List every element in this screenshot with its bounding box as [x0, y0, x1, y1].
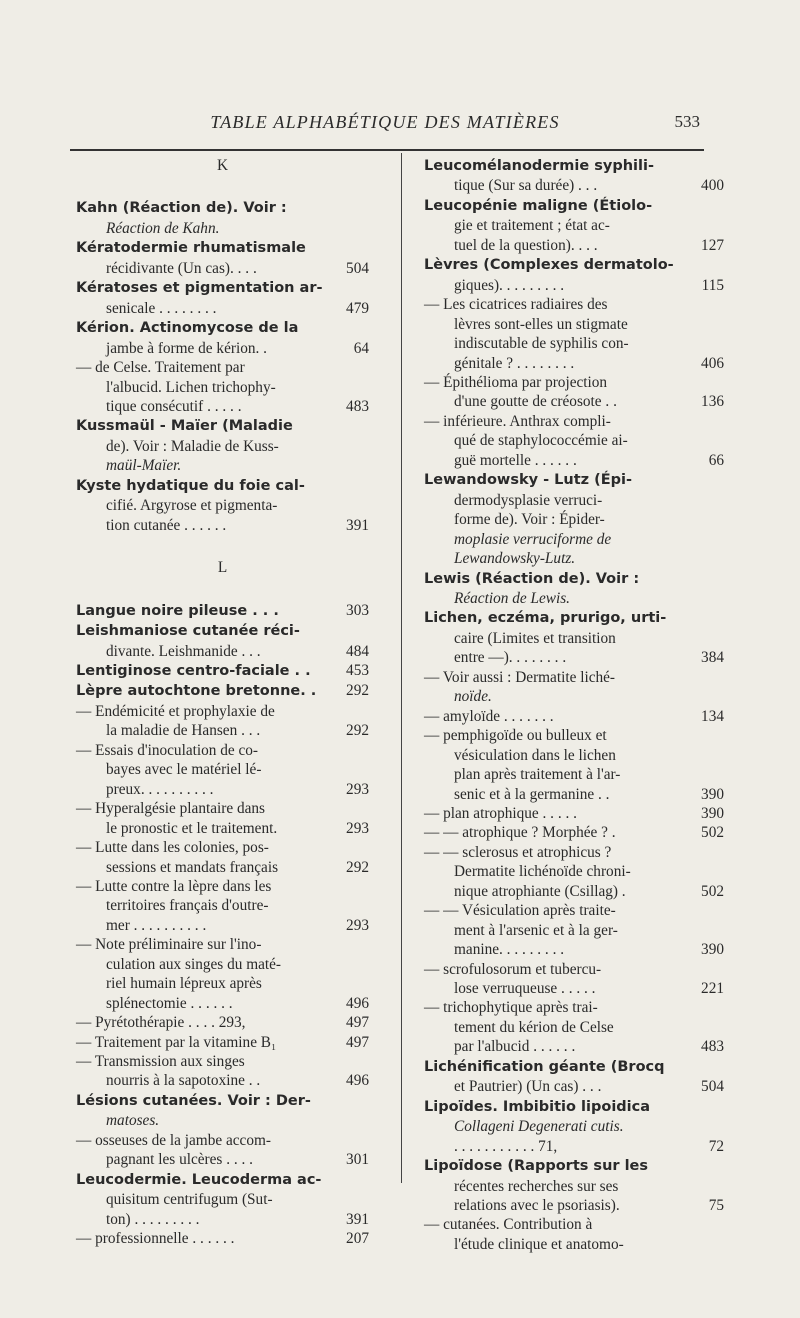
entry-text: Réaction de Lewis. — [454, 589, 570, 607]
page-ref: 496 — [346, 994, 369, 1012]
page-ref: 406 — [701, 354, 724, 372]
index-entry — [76, 1190, 369, 1209]
entry-text: maül-Maïer. — [106, 457, 182, 475]
page-ref: 292 — [346, 722, 369, 740]
index-entry — [424, 236, 724, 255]
index-entry — [424, 510, 724, 529]
page-ref: 502 — [701, 824, 724, 842]
page-ref: 504 — [346, 259, 369, 277]
entry-text: Kérion. Actinomycose de la — [76, 320, 299, 337]
entry-text: moplasie verruciforme de — [454, 530, 612, 548]
entry-text: Lèpre autochtone bretonne. . — [76, 683, 317, 700]
index-entry — [76, 1033, 369, 1052]
entry-text: quisitum centrifugum (Sut- — [106, 1191, 273, 1209]
entry-text: Lentiginose centro-faciale . . — [76, 662, 311, 679]
index-entry — [424, 960, 724, 979]
entry-text: relations avec le psoriasis). — [454, 1197, 620, 1215]
entry-text: L — [217, 559, 228, 577]
entry-text: preux. . . . . . . . . . — [106, 780, 214, 798]
index-entry — [76, 799, 369, 818]
entry-text: le pronostic et le traitement. — [106, 819, 278, 837]
entry-text: — osseuses de la jambe accom- — [76, 1131, 271, 1149]
entry-text: — inférieure. Anthrax compli- — [424, 412, 611, 430]
entry-text: Kératodermie rhumatismale — [76, 240, 306, 257]
entry-text: giques). . . . . . . . . — [454, 276, 565, 294]
entry-text: récidivante (Un cas). . . . — [106, 259, 257, 277]
index-entry — [424, 569, 724, 589]
entry-text: — professionnelle . . . . . . — [76, 1230, 235, 1248]
index-entry — [424, 882, 724, 901]
index-entry — [424, 295, 724, 314]
entry-text: Réaction de Kahn. — [106, 219, 220, 237]
entry-text: — pemphigoïde ou bulleux et — [424, 727, 607, 745]
entry-text: ment à l'arsenic et à la ger- — [454, 921, 618, 939]
entry-text: génitale ? . . . . . . . . — [454, 354, 575, 372]
index-entry — [424, 431, 724, 450]
entry-text: — plan atrophique . . . . . — [424, 804, 577, 822]
index-entry — [424, 392, 724, 411]
page-ref: 391 — [346, 516, 369, 534]
index-entry — [424, 334, 724, 353]
page-ref: 391 — [346, 1210, 369, 1228]
entry-text: Kératoses et pigmentation ar- — [76, 280, 323, 297]
index-entry — [424, 216, 724, 235]
page-ref: 390 — [701, 941, 724, 959]
page-ref: 504 — [701, 1078, 724, 1096]
index-entry — [76, 516, 369, 535]
index-entry — [76, 858, 369, 877]
left-column — [76, 156, 369, 1249]
index-entry — [76, 721, 369, 740]
index-entry — [424, 687, 724, 706]
entry-text: — Traitement par la vitamine B₁ — [76, 1033, 277, 1051]
index-entry — [76, 437, 369, 456]
entry-text: divante. Leishmanide . . . — [106, 642, 261, 660]
entry-text: — cutanées. Contribution à — [424, 1216, 593, 1234]
entry-text: Leucopénie maligne (Étiolo- — [424, 197, 653, 214]
entry-text: manine. . . . . . . . . — [454, 941, 565, 959]
page-ref: 483 — [701, 1038, 724, 1056]
index-entry — [76, 259, 369, 278]
page-ref: 390 — [701, 804, 724, 822]
entry-text: — amyloïde . . . . . . . — [424, 707, 554, 725]
entry-text: gie et traitement ; état ac- — [454, 217, 610, 235]
index-entry — [424, 862, 724, 881]
index-entry — [76, 198, 369, 218]
entry-text: vésiculation dans le lichen — [454, 746, 616, 764]
index-entry — [424, 156, 724, 176]
entry-text: par l'albucid . . . . . . — [454, 1038, 576, 1056]
page-ref: 64 — [353, 339, 369, 357]
page-ref: 400 — [701, 177, 724, 195]
entry-text: tion cutanée . . . . . . — [106, 516, 227, 534]
index-entry — [424, 979, 724, 998]
entry-text: l'albucid. Lichen trichophy- — [106, 378, 276, 396]
index-entry — [76, 219, 369, 238]
index-entry — [424, 1137, 724, 1156]
entry-text: Lewandowsky-Lutz. — [454, 550, 576, 568]
index-entry — [76, 760, 369, 779]
entry-text: de). Voir : Maladie de Kuss- — [106, 437, 279, 455]
page-ref: 75 — [708, 1197, 724, 1215]
page-ref: 134 — [701, 707, 724, 725]
index-entry — [424, 1117, 724, 1136]
entry-text: nourris à la sapotoxine . . — [106, 1072, 261, 1090]
entry-text: Kussmaül - Maïer (Maladie — [76, 418, 293, 435]
entry-text: caire (Limites et transition — [454, 629, 616, 647]
entry-text: Lewandowsky - Lutz (Épi- — [424, 472, 633, 489]
entry-text: Lésions cutanées. Voir : Der- — [76, 1092, 311, 1109]
entry-text: Dermatite lichénoïde chroni- — [454, 863, 631, 881]
section-letter — [76, 558, 369, 577]
page-ref: 496 — [346, 1072, 369, 1090]
entry-text: qué de staphylococcémie ai- — [454, 432, 628, 450]
index-entry — [424, 648, 724, 667]
index-entry — [424, 373, 724, 392]
index-entry — [76, 456, 369, 475]
entry-text: entre —). . . . . . . . — [454, 649, 567, 667]
index-entry — [76, 994, 369, 1013]
index-entry — [424, 1196, 724, 1215]
entry-text: riel humain lépreux après — [106, 975, 262, 993]
index-entry — [424, 785, 724, 804]
index-entry — [424, 354, 724, 373]
page-ref: 453 — [346, 661, 369, 679]
index-entry — [76, 661, 369, 681]
index-entry — [424, 843, 724, 862]
entry-text: Lèvres (Complexes dermatolo- — [424, 257, 674, 274]
page-ref: 136 — [701, 393, 724, 411]
index-entry — [76, 358, 369, 377]
index-entry — [424, 765, 724, 784]
entry-text: Lichénification géante (Brocq — [424, 1058, 665, 1075]
page-ref: 293 — [346, 819, 369, 837]
page-ref: 483 — [346, 397, 369, 415]
entry-text: guë mortelle . . . . . . — [454, 451, 577, 469]
entry-text: lose verruqueuse . . . . . — [454, 980, 596, 998]
index-entry — [76, 1111, 369, 1130]
index-entry — [424, 589, 724, 608]
page-ref: 293 — [346, 780, 369, 798]
entry-text: — Transmission aux singes — [76, 1053, 245, 1071]
page-ref: 497 — [346, 1033, 369, 1051]
index-entry — [424, 940, 724, 959]
index-entry — [76, 378, 369, 397]
entry-text: — — sclerosus et atrophicus ? — [424, 843, 612, 861]
index-entry — [76, 339, 369, 358]
index-entry — [424, 1097, 724, 1117]
index-entry — [424, 726, 724, 745]
entry-text: Kyste hydatique du foie cal- — [76, 477, 305, 494]
entry-text: la maladie de Hansen . . . — [106, 722, 261, 740]
entry-text: Lipoïdes. Imbibitio lipoidica — [424, 1098, 651, 1115]
index-entry — [76, 896, 369, 915]
index-entry — [424, 315, 724, 334]
entry-text: tement du kérion de Celse — [454, 1018, 614, 1036]
entry-text: jambe à forme de kérion. . — [106, 339, 267, 357]
entry-text: territoires français d'outre- — [106, 897, 269, 915]
entry-text: — Endémicité et prophylaxie de — [76, 702, 275, 720]
entry-text: lèvres sont-elles un stigmate — [454, 315, 628, 333]
entry-text: sessions et mandats français — [106, 858, 279, 876]
entry-text: Leucodermie. Leucoderma ac- — [76, 1171, 322, 1188]
index-entry — [76, 476, 369, 496]
entry-text: pagnant les ulcères . . . . — [106, 1151, 253, 1169]
index-entry — [424, 1215, 724, 1234]
entry-text: tuel de la question). . . . — [454, 236, 598, 254]
index-entry — [424, 1156, 724, 1176]
entry-text: — Note préliminaire sur l'ino- — [76, 936, 262, 954]
page-ref: 292 — [346, 858, 369, 876]
page-ref: 221 — [701, 980, 724, 998]
index-entry — [424, 176, 724, 195]
running-title: TABLE ALPHABÉTIQUE DES MATIÈRES — [210, 112, 560, 132]
page-ref: 207 — [346, 1230, 369, 1248]
index-entry — [76, 741, 369, 760]
entry-text: — Pyrétothérapie . . . . 293, — [76, 1014, 246, 1032]
index-entry — [424, 1077, 724, 1096]
entry-text: d'une goutte de créosote . . — [454, 393, 617, 411]
entry-text: bayes avec le matériel lé- — [106, 761, 262, 779]
index-entry — [76, 621, 369, 641]
index-entry — [76, 838, 369, 857]
index-entry — [76, 278, 369, 298]
page-ref: 301 — [346, 1151, 369, 1169]
entry-text: splénectomie . . . . . . — [106, 994, 233, 1012]
page-ref: 303 — [346, 601, 369, 619]
page-ref: 484 — [346, 642, 369, 660]
entry-text: Lichen, eczéma, prurigo, urti- — [424, 610, 667, 627]
index-entry — [424, 921, 724, 940]
page-ref: 293 — [346, 916, 369, 934]
index-entry — [424, 608, 724, 628]
column-divider — [401, 153, 402, 1183]
index-entry — [76, 318, 369, 338]
index-entry — [424, 1235, 724, 1254]
index-entry — [76, 496, 369, 515]
page-ref: 66 — [708, 451, 724, 469]
entry-text: nique atrophiante (Csillag) . — [454, 882, 626, 900]
entry-text: Langue noire pileuse . . . — [76, 602, 279, 619]
page-ref: 390 — [701, 785, 724, 803]
index-entry — [424, 746, 724, 765]
index-entry — [424, 1057, 724, 1077]
index-entry — [424, 1018, 724, 1037]
index-entry — [76, 916, 369, 935]
index-entry — [424, 823, 724, 842]
index-entry — [76, 681, 369, 701]
page-ref: 115 — [701, 276, 724, 294]
index-entry — [76, 642, 369, 661]
entry-text: K — [216, 157, 229, 174]
entry-text: — Essais d'inoculation de co- — [76, 741, 259, 759]
entry-text: noïde. — [454, 688, 492, 706]
entry-text: . . . . . . . . . . . 71, — [454, 1137, 558, 1155]
entry-text: Kahn (Réaction de). Voir : — [76, 200, 287, 217]
index-entry — [76, 397, 369, 416]
index-entry — [424, 804, 724, 823]
index-entry — [76, 1071, 369, 1090]
index-entry — [424, 629, 724, 648]
entry-text: culation aux singes du maté- — [106, 955, 282, 973]
entry-text: dermodysplasie verruci- — [454, 491, 603, 509]
page-ref: 127 — [701, 236, 724, 254]
index-entry — [424, 668, 724, 687]
index-entry — [76, 1210, 369, 1229]
index-entry — [76, 1052, 369, 1071]
index-entry — [424, 196, 724, 216]
index-entry — [76, 1150, 369, 1169]
index-entry — [424, 491, 724, 510]
entry-text: — Épithélioma par projection — [424, 373, 608, 391]
page-number: 533 — [674, 112, 700, 131]
entry-text: — Lutte dans les colonies, pos- — [76, 839, 269, 857]
entry-text: — scrofulosorum et tubercu- — [424, 960, 602, 978]
index-entry — [424, 276, 724, 295]
entry-text: ton) . . . . . . . . . — [106, 1210, 200, 1228]
entry-text: — — Vésiculation après traite- — [424, 902, 616, 920]
entry-text: — trichophytique après trai- — [424, 999, 598, 1017]
index-entry — [76, 238, 369, 258]
index-entry — [424, 470, 724, 490]
entry-text: — — atrophique ? Morphée ? . — [424, 824, 616, 842]
page-ref: 72 — [708, 1137, 724, 1155]
entry-text: — Les cicatrices radiaires des — [424, 296, 608, 314]
index-entry — [76, 601, 369, 621]
page-ref: 384 — [701, 649, 724, 667]
index-entry — [76, 1170, 369, 1190]
page-ref: 292 — [346, 682, 369, 700]
index-entry — [424, 549, 724, 568]
index-entry — [76, 935, 369, 954]
right-column — [424, 156, 724, 1254]
index-entry — [76, 955, 369, 974]
index-entry — [424, 1177, 724, 1196]
index-entry — [424, 707, 724, 726]
index-entry — [76, 877, 369, 896]
entry-text: l'étude clinique et anatomo- — [454, 1235, 624, 1253]
entry-text: Leishmaniose cutanée réci- — [76, 623, 300, 640]
index-entry — [76, 1229, 369, 1248]
entry-text: cifié. Argyrose et pigmenta- — [106, 497, 278, 515]
entry-text: — Hyperalgésie plantaire dans — [76, 800, 266, 818]
entry-text: tique consécutif . . . . . — [106, 397, 242, 415]
index-entry — [76, 299, 369, 318]
entry-text: — Lutte contre la lèpre dans les — [76, 877, 272, 895]
index-entry — [424, 901, 724, 920]
page-ref: 497 — [346, 1014, 369, 1032]
entry-text: matoses. — [106, 1112, 160, 1130]
index-entry — [424, 255, 724, 275]
index-entry — [424, 1037, 724, 1056]
entry-text: senicale . . . . . . . . — [106, 299, 217, 317]
page-ref: 502 — [701, 882, 724, 900]
index-entry — [76, 1013, 369, 1032]
index-entry — [424, 412, 724, 431]
entry-text: Collageni Degenerati cutis. — [454, 1118, 624, 1136]
index-entry — [76, 974, 369, 993]
entry-text: récentes recherches sur ses — [454, 1177, 619, 1195]
entry-text: tique (Sur sa durée) . . . — [454, 177, 598, 195]
index-entry — [76, 780, 369, 799]
entry-text: mer . . . . . . . . . . — [106, 916, 207, 934]
header-rule — [70, 149, 704, 151]
entry-text: forme de). Voir : Épider- — [454, 511, 605, 529]
index-entry — [76, 1131, 369, 1150]
entry-text: indiscutable de syphilis con- — [454, 335, 629, 353]
index-entry — [424, 451, 724, 470]
index-entry — [424, 998, 724, 1017]
index-entry — [76, 416, 369, 436]
entry-text: senic et à la germanine . . — [454, 785, 610, 803]
entry-text: Lipoïdose (Rapports sur les — [424, 1158, 649, 1175]
entry-text: plan après traitement à l'ar- — [454, 766, 621, 784]
index-entry — [76, 819, 369, 838]
index-entry — [76, 1091, 369, 1111]
entry-text: Lewis (Réaction de). Voir : — [424, 570, 640, 587]
running-header — [70, 112, 700, 142]
index-entry — [424, 530, 724, 549]
entry-text: — de Celse. Traitement par — [76, 359, 245, 377]
entry-text: — Voir aussi : Dermatite liché- — [424, 668, 616, 686]
entry-text: Leucomélanodermie syphili- — [424, 158, 654, 174]
page-ref: 479 — [346, 299, 369, 317]
index-entry — [76, 702, 369, 721]
section-letter — [76, 156, 369, 175]
entry-text: et Pautrier) (Un cas) . . . — [454, 1078, 602, 1096]
